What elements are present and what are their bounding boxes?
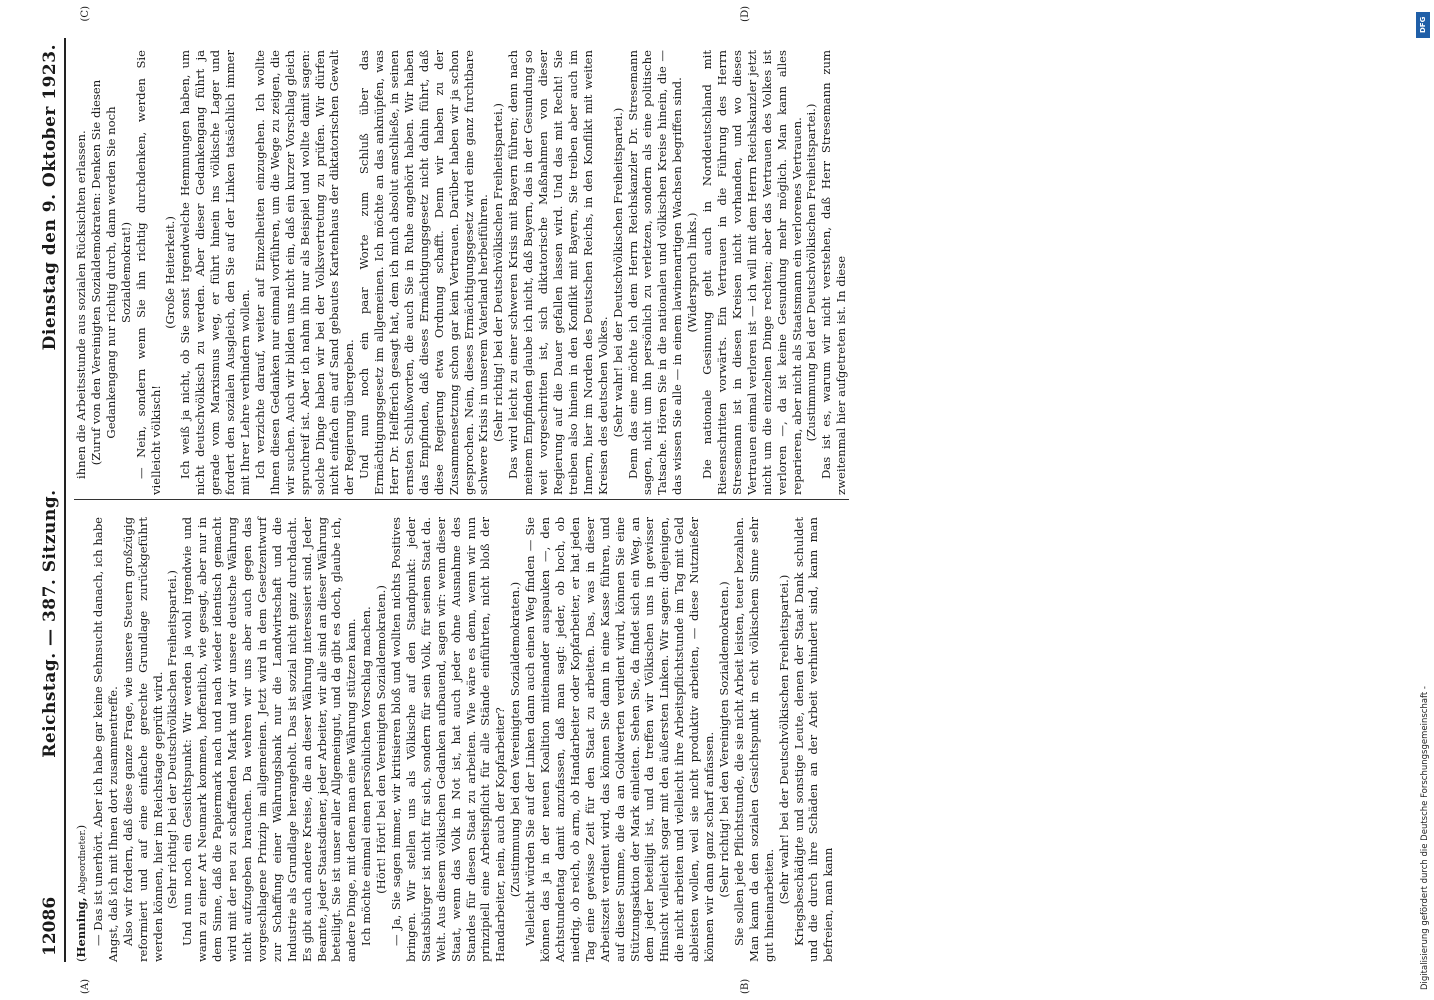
document-page (20, 6, 1360, 994)
session-title: Reichstag. — 387. Sitzung. (40, 489, 60, 758)
paragraph: Und nun noch ein Gesichtspunkt: Wir werden ja wohl irgendwie und wann zu einer Art Neumark kommen, hoffentlich, wie gesagt, aber nur in dem Sinne, daß die Papiermark nach und nach wieder identisch gemacht wird mit der neu zu schaffenden Mark und wir unsere deutsche Währung nicht aufzugeben brauchen. Da wehren wir uns aber auch gegen das vorgeschlagene Prinzip im allgemeinen. Jetzt wird in dem Gesetzentwurf zur Schaffung einer Währungsbank nur die Landwirtschaft und die Industrie als Grundlage herangeholt. Das ist sozial nicht ganz durchdacht. Es gibt auch andere Kreise, die an dieser Währung interessiert sind. Jeder Beamte, jeder Staatsdiener, jeder Arbeiter, wir alle sind an dieser Währung beteiligt. Sie ist unser aller Allgemeingut, und da gibt es doch, glaube ich, andere Dinge, mit denen man eine Währung stützen kann. (180, 517, 359, 962)
paragraph: Ich weiß ja nicht, ob Sie sonst irgendwelche Hemmungen haben, um nicht deutschvölkisch zu werden. Aber dieser Gedankengang führt ja gerade vom Marxismus weg, er führt hinein ins völkische Lager und fordert den sozialen Ausgleich, den Sie auf der Linken tatsächlich immer mit Ihrer Lehre verhindern wollen. (178, 50, 252, 495)
interjection: (Zustimmung bei den Vereinigten Sozialdemokraten.) (508, 581, 523, 898)
interjection: (Sehr wahr! bei der Deutschvölkischen Freiheitspartei.) (610, 107, 625, 438)
paragraph: ihnen die Arbeitsstunde aus sozialen Rücksichten erlassen. (74, 130, 88, 479)
interjection: (Sehr richtig! bei den Vereinigten Sozialdemokraten.) (716, 581, 731, 898)
interjection: (Sehr wahr! bei der Deutschvölkischen Freiheitspartei.) (776, 574, 791, 905)
paragraph: Denn das eine möchte ich dem Herrn Reichskanzler Dr. Stresemann sagen, nicht um ihn persönlich zu verletzen, sondern als eine politische Tatsache. Hören Sie in die nationalen und völkischen Kreise hinein, die — das wissen Sie alle — in einem lawinenartigen Wachsen begriffen sind. (625, 50, 685, 495)
paragraph: Ich möchte einmal einen persönlichen Vorschlag machen. (359, 606, 374, 946)
paragraph: Das ist es, warum wir nicht verstehen, daß Herr Stresemann zum zweitenmal hier aufgetreten ist. In diese (819, 50, 849, 495)
paragraph: Sie sollen jede Pflichtstunde, die sie nicht Arbeit leisten, teuer bezahlen. Man kann da den sozialen Gesichtspunkt in echt völkischem Sinne sehr gut hineinarbeiten. (731, 517, 776, 962)
interjection: (Sehr richtig! bei der Deutschvölkischen Freiheitspartei.) (491, 103, 506, 442)
paragraph: Ich verzichte darauf, weiter auf Einzelheiten einzugehen. Ich wollte Ihnen diesen Gedanken nur einmal vorführen, um die Wege zu zeigen, die wir suchen. Auch wir bilden uns nicht ein, daß ein kurzer Vorschlag gleich spruchreif ist. Aber ich nahm ihn nur als Beispiel und wollte damit sagen: solche Dinge haben wir bei der Volksvertretung zu prüfen. Wir dürfen nicht einfach ein auf Sand gebautes Kartenhaus der diktatorischen Gewalt der Regierung übergeben. (252, 50, 357, 495)
paragraph: Und nun noch ein paar Worte zum Schluß über das Ermächtigungsgesetz im allgemeinen. Ich möchte an das anknüpfen, was Herr Dr. Helfferich gesagt hat, dem ich mich absolut anschließe, in seinen ernsten Schlußworten, die auch Sie in Ruhe angehört haben. Wir haben das Empfinden, daß dieses Ermächtigungsgesetz nicht dahin führt, daß diese Regierung etwa Ordnung schafft. Denn wir haben zu der Zusammensetzung schon gar kein Vertrauen. Darüber haben wir ja schon gesprochen. Nein, dieses Ermächtigungsgesetz wird eine ganz furchtbare schwere Krisis in unserem Vaterland herbeiführen. (357, 50, 491, 495)
left-column (74, 517, 849, 962)
digitization-note: Digitalisierung gefördert durch die Deutsche Forschungsgemeinschaft - (1420, 686, 1430, 990)
page-number: 12086 (40, 896, 60, 956)
paragraph: — Ja, Sie sagen immer, wir kritisieren bloß und wollten nichts Positives bringen. Wir stellen uns als Völkische auf den Standpunkt: jeder Staatsbürger ist nicht für sich, sondern für sein Volk, für seinen Staat da. Welt. Aus diesem völkischen Gedanken aufbauend, sagen wir: wenn dieser Staat, wenn das Volk in Not ist, hat auch jeder ohne Ausnahme des Standes für diesen Staat zu arbeiten. Wie wäre es denn, wenn wir nun prinzipiell eine Arbeitspflicht für alle Stände einführten, nicht bloß der Handarbeiter, nein, auch der Kopfarbeiter? (389, 517, 508, 962)
session-date: Dienstag den 9. Oktober 1923. (40, 44, 60, 351)
interjection: (Zuruf von den Vereinigten Sozialdemokraten: Denken Sie diesen Gedankengang nur richtig durch, dann werden Sie noch Sozialdemokrat!) (88, 79, 133, 466)
text-columns (74, 38, 849, 962)
column-divider (74, 499, 849, 500)
paragraph: Kriegsbeschädigte und sonstige Leute, denen der Staat Dank schuldet und die durch ihre Schäden an der Arbeit verhindert sind, kann man befreien, man kann (791, 517, 836, 962)
margin-mark-a: (A) (80, 978, 91, 994)
speaker-close: ) (74, 824, 88, 830)
right-column (74, 50, 849, 495)
interjection: (Hört! Hört! bei den Vereinigten Sozialdemokraten.) (374, 585, 389, 894)
interjection: (Widerspruch links.) (685, 212, 700, 333)
margin-mark-b: (B) (740, 978, 751, 994)
paragraph: Das wird leicht zu einer schweren Krisis mit Bayern führen; denn nach meinem Empfinden glaube ich nicht, daß Bayern, das in der Gesundung so weit vorgeschritten ist, sich diktatorische Maßnahmen von dieser Regierung auf die Dauer gefallen lassen wird. Und das mit Recht! Sie treiben also hinein in den Konflikt mit Bayern, Sie treiben aber auch im Innern, hier im Norden des Deutschen Reichs, in den Konflikt mit weiten Kreisen des deutschen Volkes. (506, 50, 610, 495)
paragraph: — Nein, sondern wenn Sie ihn richtig durchdenken, werden Sie vielleicht völkisch! (133, 50, 163, 495)
interjection: (Zustimmung bei der Deutschvölkischen Freiheitspartei.) (804, 103, 819, 442)
digitization-credit (1416, 10, 1432, 990)
paragraph: Vielleicht würden Sie auf der Linken dann auch einen Weg finden — Sie können das ja in der neuen Koalition miteinander auspauken —, den Achtstundentag damit anzufassen, daß man sagt: jeder, ob hoch, ob niedrig, ob reich, ob arm, ob Handarbeiter oder Kopfarbeiter, er hat jeden Tag eine gewisse Zeit für den Staat zu arbeiten. Das, was in dieser Arbeitszeit verdient wird, das können Sie dann in eine Kasse führen, und auf dieser Summe, die da an Goldwerten verdient wird, können Sie eine Stützungsaktion der Mark einleiten. Sehen Sie, da findet sich ein Weg, an dem jeder beteiligt ist, und da treffen wir Völkischen uns in gewisser Hinsicht vielleicht sogar mit den äußersten Linken. Wir sagen: diejenigen, die nicht arbeiten und vielleicht ihre Arbeitspflichtstunde im Tag mit Geld ableisten wollen, weil sie nicht produktiv arbeiten, — diese Nutznießer können wir dann ganz scharf anfassen. (523, 517, 717, 962)
paragraph: — Das ist unerhört. Aber ich habe gar keine Sehnsucht danach, ich habe Angst, daß ich mit Ihnen dort zusammentreffe. (90, 517, 120, 962)
dfg-logo: DFG (1416, 12, 1430, 38)
interjection: (Sehr richtig! bei der Deutschvölkischen Freiheitspartei.) (165, 570, 180, 909)
interjection: (Große Heiterkeit.) (163, 216, 178, 329)
paragraph: Also wir fordern, daß diese ganze Frage, wie unsere Steuern großzügig reformiert und auf eine einfache gerechte Grundlage zurückgeführt werden können, hier im Reichstage geprüft wird. (120, 517, 165, 962)
margin-mark-c: (C) (80, 6, 91, 22)
page-header (30, 38, 66, 962)
speaker-role: Abgeordneter. (78, 829, 88, 898)
speaker-line: (Henning, Abgeordneter.) (74, 824, 88, 962)
margin-mark-d: (D) (740, 6, 751, 22)
speaker-name: Henning, (74, 897, 88, 958)
paragraph: Die nationale Gesinnung geht auch in Norddeutschland mit Riesenschritten vorwärts. Ein Vertrauen in die Führung des Herrn Stresemann ist in diesen Kreisen nicht vorhanden, und wo dieses Vertrauen einmal verloren ist — ich will mit dem Herrn Reichskanzler jetzt nicht um die einzelnen Dinge rechten; aber das Vertrauen des Volkes ist verloren —, da ist keine Gesundung mehr möglich. Man kann alles reparieren, aber nicht als Staatsmann ein verlorenes Vertrauen. (700, 50, 804, 495)
